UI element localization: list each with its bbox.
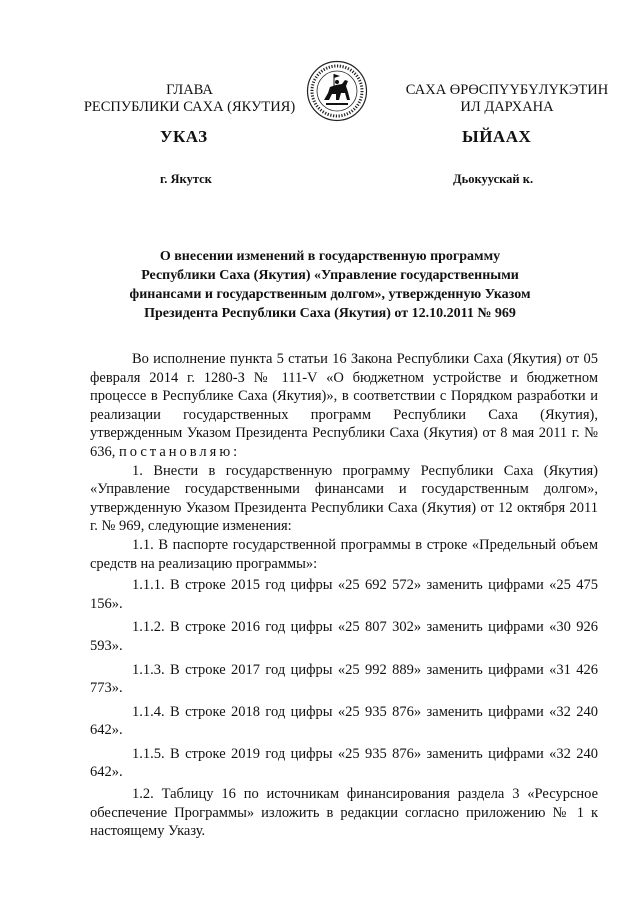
header-right-block — [397, 82, 617, 116]
paragraph-item-1-1: 1.1. В паспорте государственной программы в строке «Предельный объем средств на реализацию программы»: — [90, 536, 598, 572]
header-left-line2: РЕСПУБЛИКИ САХА (ЯКУТИЯ) — [83, 99, 296, 115]
header-left-block — [82, 82, 297, 116]
title-line: Республики Саха (Якутия) «Управление государственными — [141, 268, 519, 283]
city-sah: Дьокуускай к. — [453, 172, 534, 186]
document-title — [95, 247, 565, 323]
header-right-line2: ИЛ ДАРХАНА — [460, 99, 554, 115]
title-line: Президента Республики Саха (Якутия) от 12.10.2011 № 969 — [144, 306, 516, 321]
title-line: О внесении изменений в государственную программу — [159, 249, 501, 264]
city-ru: г. Якутск — [160, 172, 212, 186]
paragraph-item-1-1-4: 1.1.4. В строке 2018 год цифры «25 935 876» заменить цифрами «32 240 642». — [90, 703, 598, 739]
decree-title-sah: ЫЙААХ — [462, 127, 532, 146]
paragraph-item-1-1-1: 1.1.1. В строке 2015 год цифры «25 692 572» заменить цифрами «25 475 156». — [90, 577, 598, 612]
paragraph-preamble — [90, 350, 598, 462]
decree-title-ru: УКАЗ — [160, 127, 208, 146]
document-body — [90, 350, 598, 841]
paragraph-item-1-2: 1.2. Таблицу 16 по источникам финансирования раздела 3 «Ресурсное обеспечение Программы» изложить в редакции согласно приложению № 1 к настоящему Указу. — [90, 786, 598, 840]
paragraph-item-1-1-3: 1.1.3. В строке 2017 год цифры «25 992 889» заменить цифрами «31 426 773». — [90, 661, 598, 697]
paragraph-item-1-1-5: 1.1.5. В строке 2019 год цифры «25 935 876» заменить цифрами «32 240 642». — [90, 745, 598, 781]
header-right-line1: САХА ӨРӨСПҮҮБҮЛҮКЭТИН — [405, 82, 609, 98]
coat-of-arms-icon — [306, 60, 368, 122]
header-left-line1: ГЛАВА — [166, 82, 213, 98]
decree-verb: постановляю: — [119, 443, 241, 460]
paragraph-item-1-1-2: 1.1.2. В строке 2016 год цифры «25 807 302» заменить цифрами «30 926 593». — [90, 619, 598, 654]
preamble-text: Во исполнение пункта 5 статьи 16 Закона Республики Саха (Якутия) от 05 февраля 2014 г. 1280-З № 111-V «О бюджетном устройстве и бюджетном процессе в Республике Саха (Якутия)», в соответствии с Порядком разработки и реализации государственных программ Республики Саха (Якутия), утвержденным Указом Президента Республики Саха (Якутия) от 8 мая 2011 г. № 636, — [90, 351, 598, 460]
title-line: финансами и государственным долгом», утвержденную Указом — [129, 287, 531, 302]
paragraph-item-1: 1. Внести в государственную программу Республики Саха (Якутия) «Управление государственными финансами и государственным долгом», утвержденную Указом Президента Республики Саха (Якутия) от 12 октября 2011 г. № 969, следующие изменения: — [90, 462, 598, 535]
